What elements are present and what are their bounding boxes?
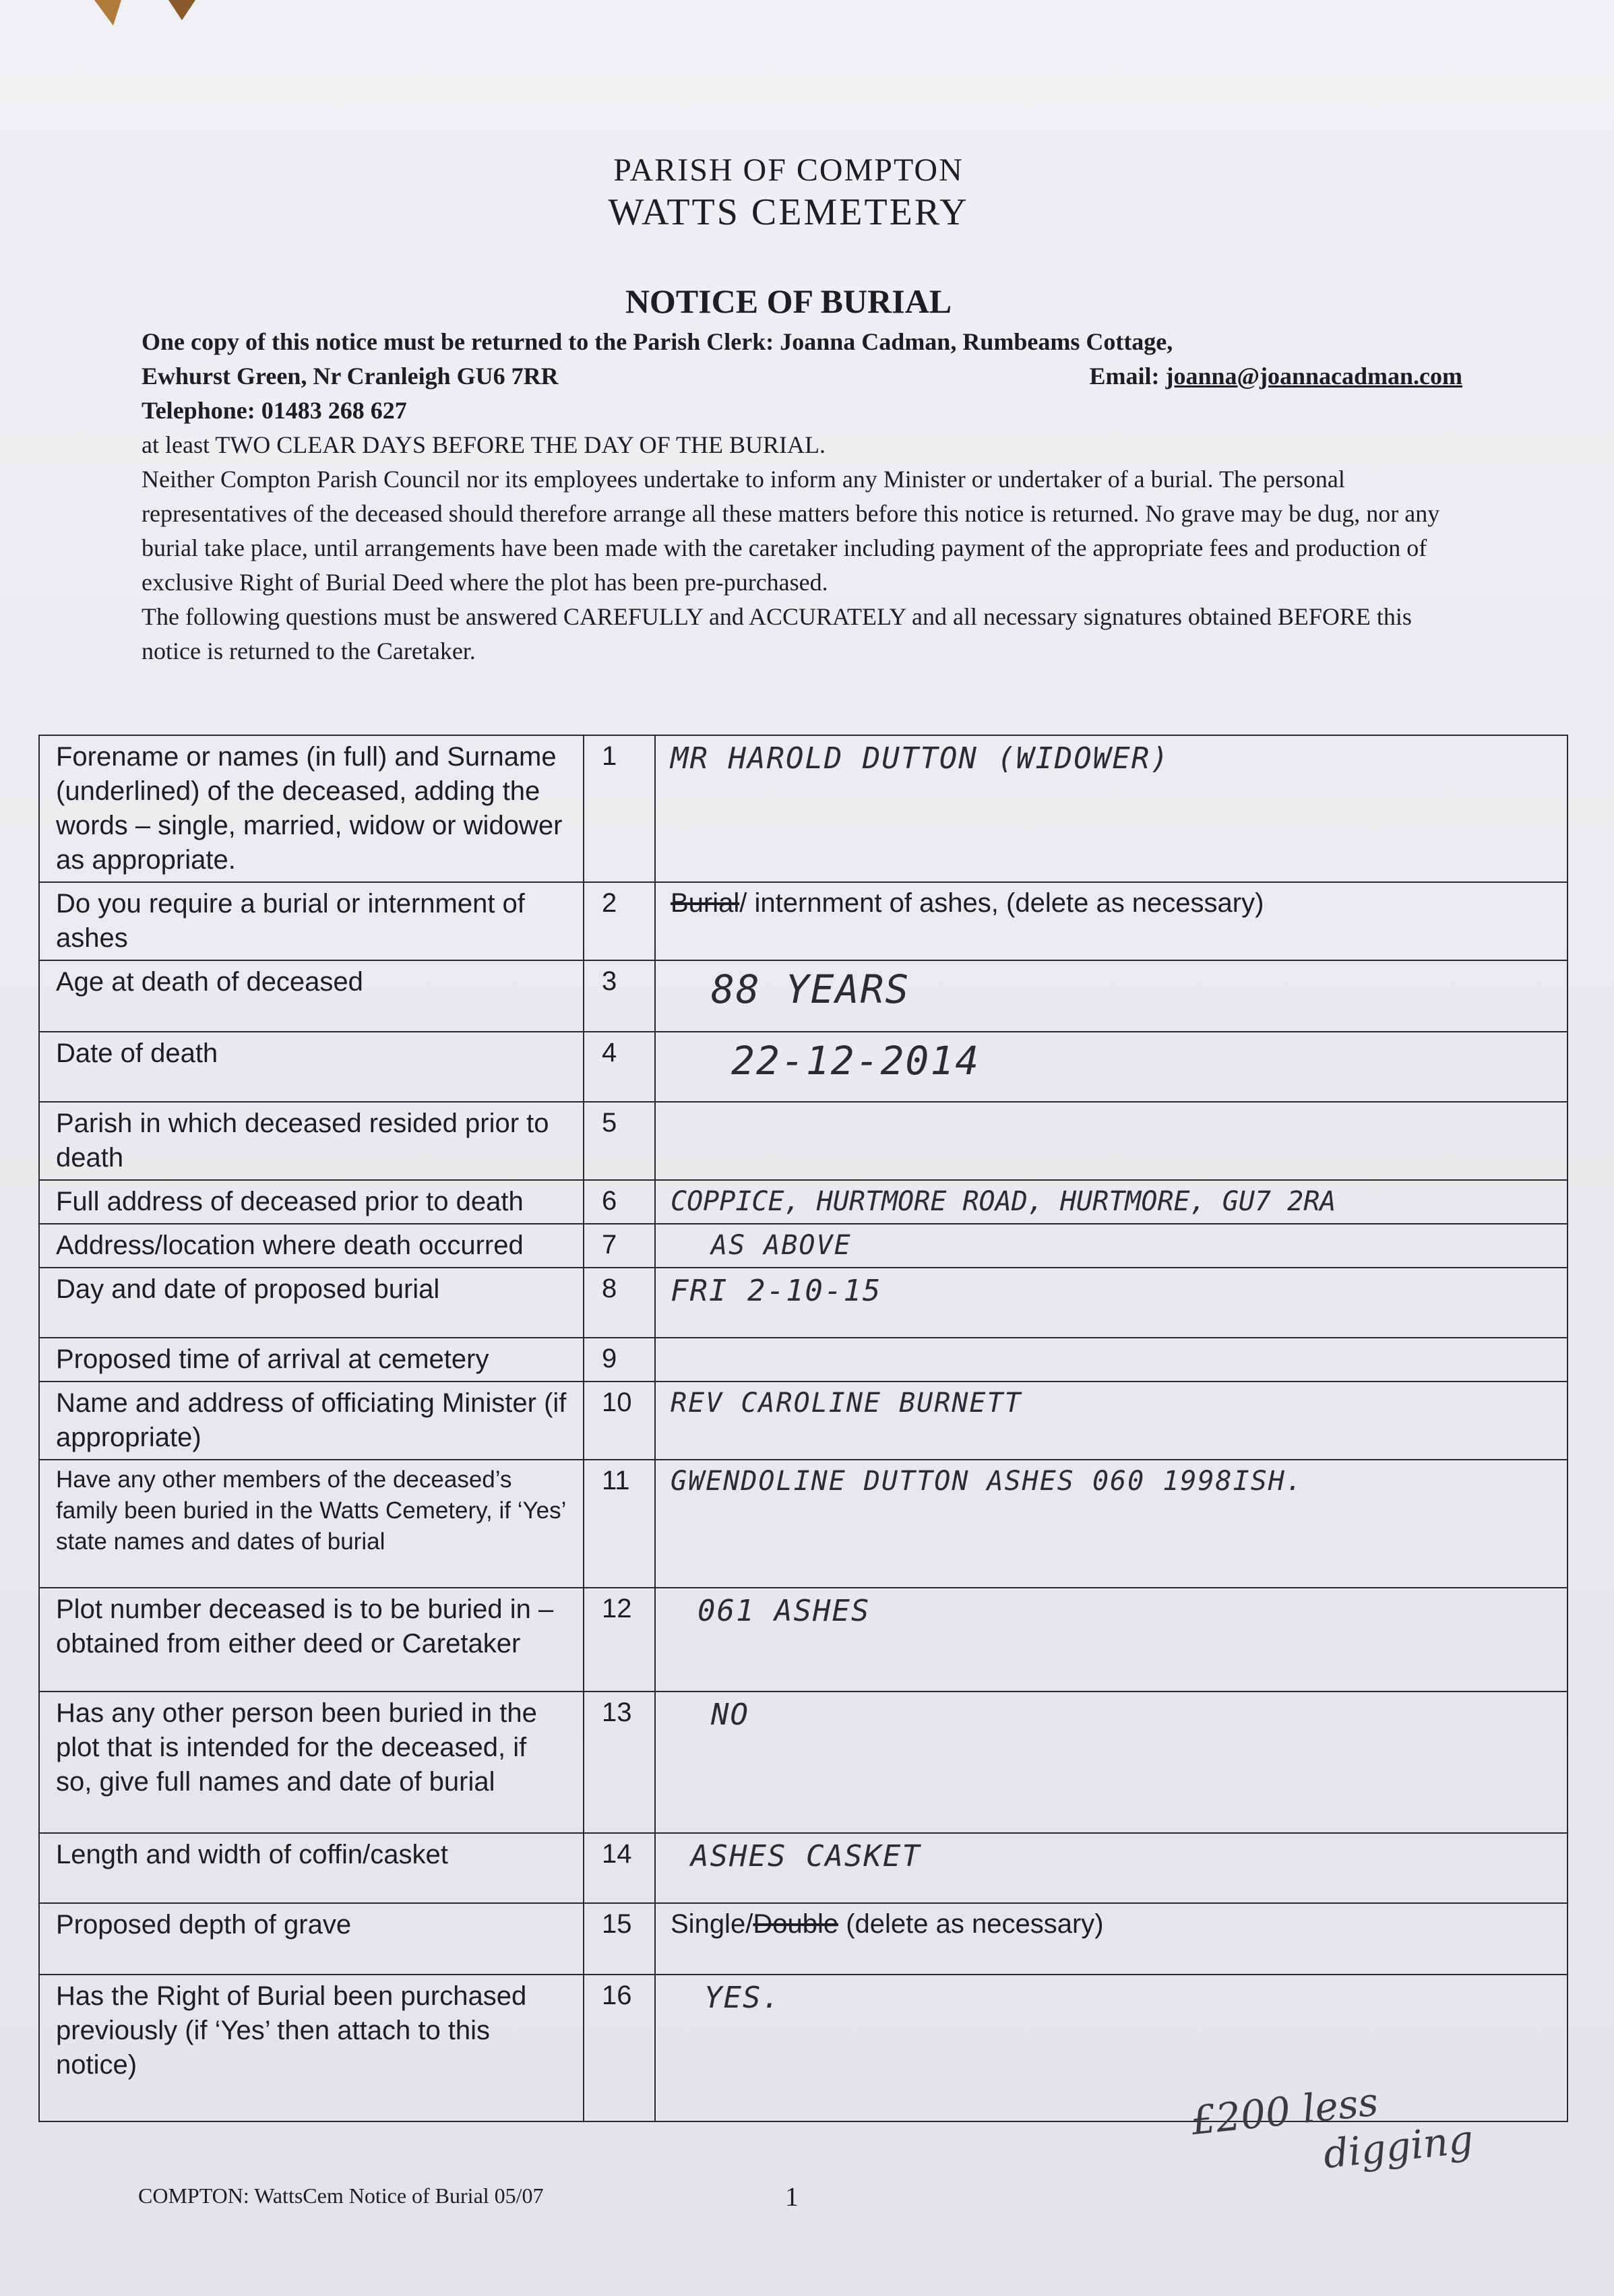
- answer-cell[interactable]: [655, 1338, 1568, 1382]
- handwritten-answer: GWENDOLINE DUTTON ASHES 060 1998ISH.: [671, 1466, 1303, 1497]
- question-cell: Has any other person been buried in the plot that is intended for the deceased, if so, give full names and date of burial: [39, 1692, 584, 1833]
- question-number: 5: [584, 1102, 655, 1180]
- answer-cell[interactable]: [655, 1180, 1568, 1224]
- question-number: 2: [584, 882, 655, 960]
- table-row: [39, 735, 1568, 882]
- answer-cell[interactable]: [655, 1588, 1568, 1692]
- question-cell: Full address of deceased prior to death: [39, 1180, 584, 1224]
- answer-cell[interactable]: [655, 960, 1568, 1032]
- footer-reference: COMPTON: WattsCem Notice of Burial 05/07: [138, 2183, 544, 2208]
- question-number: 1: [584, 735, 655, 882]
- answer-cell[interactable]: [655, 1102, 1568, 1180]
- page-number: 1: [785, 2181, 799, 2212]
- handwritten-answer: ASHES CASKET: [691, 1839, 921, 1873]
- return-instruction: One copy of this notice must be returned to the Parish Clerk: Joanna Cadman, Rumbeams Cottage,: [142, 328, 1173, 355]
- table-row: [39, 1102, 1568, 1180]
- question-cell: Proposed depth of grave: [39, 1903, 584, 1975]
- parish-heading: PARISH OF COMPTON: [613, 152, 964, 188]
- cemetery-heading: WATTS CEMETERY: [608, 191, 969, 233]
- question-cell: Proposed time of arrival at cemetery: [39, 1338, 584, 1382]
- burial-form-table: [38, 735, 1568, 2122]
- answer-cell[interactable]: [655, 1382, 1568, 1460]
- question-number: 9: [584, 1338, 655, 1382]
- question-number: 11: [584, 1460, 655, 1588]
- answer-cell[interactable]: [655, 1692, 1568, 1833]
- table-row: [39, 1460, 1568, 1588]
- note-line: £200 less: [1189, 2078, 1381, 2144]
- handwritten-answer: 061 ASHES: [697, 1594, 871, 1628]
- question-cell: Do you require a burial or internment of ashes: [39, 882, 584, 960]
- handwritten-answer: COPPICE, HURTMORE ROAD, HURTMORE, GU7 2RA: [671, 1186, 1336, 1217]
- question-cell: Has the Right of Burial been purchased previously (if ‘Yes’ then attach to this notice): [39, 1975, 584, 2121]
- table-row: [39, 1180, 1568, 1224]
- question-cell: Length and width of coffin/casket: [39, 1833, 584, 1903]
- table-row: [39, 1224, 1568, 1268]
- handwritten-answer: YES.: [704, 1981, 781, 2015]
- question-cell: Forename or names (in full) and Surname (underlined) of the deceased, adding the words – single, married, widow or widower as appropriate.: [39, 735, 584, 882]
- answer-cell[interactable]: [655, 735, 1568, 882]
- question-cell: Name and address of officiating Minister (if appropriate): [39, 1382, 584, 1460]
- question-number: 12: [584, 1588, 655, 1692]
- handwritten-answer: AS ABOVE: [711, 1230, 852, 1261]
- printed-option: Single/: [671, 1909, 753, 1939]
- address-email-line: [142, 359, 1462, 394]
- question-number: 13: [584, 1692, 655, 1833]
- clerk-address: Ewhurst Green, Nr Cranleigh GU6 7RR: [142, 363, 559, 390]
- note-line: digging: [1321, 2116, 1476, 2177]
- printed-options: (delete as necessary): [838, 1909, 1104, 1939]
- table-row: [39, 1338, 1568, 1382]
- deadline-text: at least TWO CLEAR DAYS BEFORE THE DAY OF THE BURIAL.: [142, 431, 826, 458]
- clerk-email: Email: joanna@joannacadman.com: [1089, 363, 1462, 390]
- question-number: 7: [584, 1224, 655, 1268]
- handwritten-answer: 88 YEARS: [711, 966, 910, 1012]
- struck-option: Burial: [671, 888, 740, 918]
- question-number: 15: [584, 1903, 655, 1975]
- answer-cell[interactable]: [655, 1833, 1568, 1903]
- question-cell: Plot number deceased is to be buried in – obtained from either deed or Caretaker: [39, 1588, 584, 1692]
- question-number: 14: [584, 1833, 655, 1903]
- question-cell: Day and date of proposed burial: [39, 1268, 584, 1338]
- table-row: [39, 1692, 1568, 1833]
- question-number: 3: [584, 960, 655, 1032]
- table-row: [39, 960, 1568, 1032]
- instructions-block: [142, 325, 1462, 669]
- disclaimer-text: Neither Compton Parish Council nor its employees undertake to inform any Minister or undertaker of a burial. The personal representatives of the deceased should therefore arrange all these matters before this notice is returned. No grave may be dug, nor any burial take place, until arrangements have been made with the caretaker including payment of the appropriate fees and production of exclusive Right of Burial Deed where the plot has been pre-purchased.: [142, 466, 1440, 596]
- question-number: 16: [584, 1975, 655, 2121]
- answer-cell[interactable]: [655, 1903, 1568, 1975]
- struck-option: Double: [753, 1909, 839, 1939]
- table-row: [39, 1903, 1568, 1975]
- handwritten-answer: MR HAROLD DUTTON (WIDOWER): [671, 741, 1170, 776]
- clerk-telephone: Telephone: 01483 268 627: [142, 397, 407, 424]
- printed-options: / internment of ashes, (delete as necessary): [739, 888, 1264, 918]
- question-cell: Parish in which deceased resided prior to death: [39, 1102, 584, 1180]
- table-row: [39, 1268, 1568, 1338]
- accuracy-text: The following questions must be answered CAREFULLY and ACCURATELY and all necessary signatures obtained BEFORE this notice is returned to the Caretaker.: [142, 603, 1412, 664]
- question-cell: Address/location where death occurred: [39, 1224, 584, 1268]
- question-number: 6: [584, 1180, 655, 1224]
- handwritten-answer: REV CAROLINE BURNETT: [671, 1388, 1022, 1419]
- question-number: 4: [584, 1032, 655, 1102]
- handwritten-answer: NO: [711, 1698, 749, 1732]
- email-link[interactable]: joanna@joannacadman.com: [1165, 363, 1462, 390]
- question-cell: Have any other members of the deceased’s family been buried in the Watts Cemetery, if ‘Yes’ state names and dates of burial: [39, 1460, 584, 1588]
- answer-cell[interactable]: [655, 1224, 1568, 1268]
- handwritten-answer: 22-12-2014: [731, 1038, 981, 1084]
- answer-cell[interactable]: [655, 1032, 1568, 1102]
- table-row: [39, 1588, 1568, 1692]
- question-number: 10: [584, 1382, 655, 1460]
- torn-corner-mark: [94, 0, 195, 27]
- table-row: [39, 1833, 1568, 1903]
- notice-title: NOTICE OF BURIAL: [625, 282, 952, 320]
- answer-cell[interactable]: [655, 1268, 1568, 1338]
- question-cell: Age at death of deceased: [39, 960, 584, 1032]
- table-row: [39, 1382, 1568, 1460]
- answer-cell[interactable]: [655, 1460, 1568, 1588]
- table-row: [39, 882, 1568, 960]
- question-number: 8: [584, 1268, 655, 1338]
- question-cell: Date of death: [39, 1032, 584, 1102]
- handwritten-answer: FRI 2-10-15: [671, 1274, 882, 1308]
- table-row: [39, 1032, 1568, 1102]
- answer-cell[interactable]: [655, 882, 1568, 960]
